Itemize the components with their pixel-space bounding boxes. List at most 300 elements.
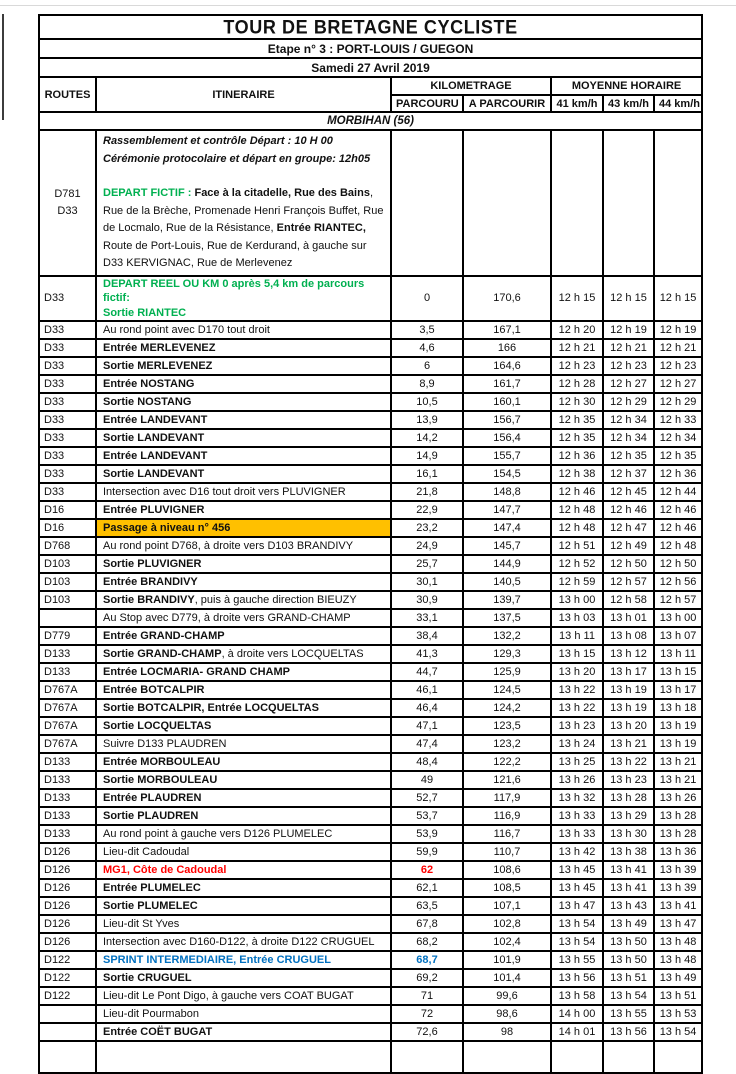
time-41-cell: 12 h 28 [551,375,603,393]
time-43-cell: 13 h 41 [603,879,654,897]
itinerary-table-row [39,501,702,519]
time-41-cell: 13 h 58 [551,987,603,1005]
itinerary-cell: Sortie MORBOULEAU [96,771,391,789]
km-restant-cell: 144,9 [463,555,551,573]
time-41-cell: 13 h 33 [551,807,603,825]
km-parcouru-cell: 47,4 [391,735,463,753]
route-cell: D122 [39,969,96,987]
itinerary-table-row [39,339,702,357]
route-cell: D103 [39,591,96,609]
time-44-cell: 13 h 48 [654,951,702,969]
route-cell: D33 [39,276,96,322]
km-parcouru-cell: 13,9 [391,411,463,429]
itinerary-cell: Lieu-dit Pourmabon [96,1005,391,1023]
time-41-cell: 12 h 46 [551,483,603,501]
km-restant-cell: 139,7 [463,591,551,609]
km-restant-cell: 156,7 [463,411,551,429]
route-cell: D33 [39,393,96,411]
km-restant-cell: 155,7 [463,447,551,465]
depart-fictif-bold-text: Entrée RIANTEC, [276,222,366,234]
time-41-cell: 12 h 35 [551,429,603,447]
time-43-cell: 13 h 51 [603,969,654,987]
itinerary-cell: Au Stop avec D779, à droite vers GRAND-CHAMP [96,609,391,627]
time-44-cell: 13 h 21 [654,771,702,789]
itinerary-cell: Lieu-dit Cadoudal [96,843,391,861]
km-restant-cell: 147,4 [463,519,551,537]
itinerary-table-row [39,375,702,393]
route-cell: D16 [39,501,96,519]
itinerary-table-row [39,915,702,933]
itinerary-cell [96,1041,391,1073]
km-restant-cell: 108,5 [463,879,551,897]
time-41-cell: 12 h 20 [551,321,603,339]
column-header-routes: ROUTES [39,77,96,112]
km-parcouru-cell: 30,1 [391,573,463,591]
km-parcouru-cell: 23,2 [391,519,463,537]
itinerary-table-row [39,807,702,825]
time-43-cell: 12 h 46 [603,501,654,519]
route-cell: D133 [39,663,96,681]
time-44-cell: 13 h 28 [654,825,702,843]
time-44-cell: 12 h 34 [654,429,702,447]
route-cell: D103 [39,573,96,591]
time-41-cell: 12 h 30 [551,393,603,411]
itinerary-cell: Entrée PLUVIGNER [96,501,391,519]
km-restant-cell: 137,5 [463,609,551,627]
itinerary-table-row [39,357,702,375]
depart-fictif-row [39,130,702,276]
itinerary-cell: Sortie PLUVIGNER [96,555,391,573]
km-parcouru-cell: 24,9 [391,537,463,555]
depart-fictif-text: , Rue de la Brèche, Promenade Henri François Buffet, Rue de Locmalo, Rue de la Résistance, [103,187,384,234]
column-header-parcouru: PARCOURU [391,95,463,112]
time-43-cell: 12 h 23 [603,357,654,375]
depart-fictif-bold-text: Face à la citadelle, Rue des Bains [194,187,370,199]
km-restant-cell [463,130,551,276]
depart-fictif-paragraph [103,185,384,273]
itinerary-table-row [39,933,702,951]
route-cell: D126 [39,879,96,897]
route-cell: D33 [39,411,96,429]
km-parcouru-cell: 25,7 [391,555,463,573]
time-41-cell: 12 h 51 [551,537,603,555]
spacer [103,168,384,185]
itinerary-cell: Sortie BRANDIVY, puis à gauche direction BIEUZY [96,591,391,609]
route-label: D33 [57,204,78,217]
time-43-cell [603,1041,654,1073]
itinerary-table-row [39,591,702,609]
time-44-cell: 13 h 54 [654,1023,702,1041]
time-44-cell: 12 h 36 [654,465,702,483]
itinerary-table-row [39,825,702,843]
itinerary-cell: Entrée LOCMARIA- GRAND CHAMP [96,663,391,681]
km-parcouru-cell: 71 [391,987,463,1005]
time-41-cell: 12 h 15 [551,276,603,322]
km-restant-cell: 145,7 [463,537,551,555]
itinerary-cell: Entrée BRANDIVY [96,573,391,591]
time-44-cell: 12 h 46 [654,519,702,537]
km-parcouru-cell: 68,2 [391,933,463,951]
time-44-cell: 13 h 48 [654,933,702,951]
time-44-cell: 13 h 17 [654,681,702,699]
itinerary-table-row [39,393,702,411]
time-41-cell: 13 h 00 [551,591,603,609]
time-44-cell: 13 h 11 [654,645,702,663]
itinerary-table-row [39,663,702,681]
time-44-cell: 13 h 47 [654,915,702,933]
time-44-cell [654,130,702,276]
itinerary-cell [96,130,391,276]
time-44-cell: 13 h 21 [654,753,702,771]
time-41-cell: 13 h 33 [551,825,603,843]
km-parcouru-cell [391,1041,463,1073]
km-restant-cell: 123,2 [463,735,551,753]
itinerary-table-row [39,987,702,1005]
itinerary-table-row [39,555,702,573]
time-44-cell: 13 h 28 [654,807,702,825]
time-44-cell: 12 h 50 [654,555,702,573]
km-parcouru-cell: 68,7 [391,951,463,969]
itinerary-cell: Entrée PLUMELEC [96,879,391,897]
itinerary-cell: Entrée BOTCALPIR [96,681,391,699]
route-cell [39,130,96,276]
time-43-cell: 12 h 37 [603,465,654,483]
time-44-cell: 13 h 18 [654,699,702,717]
time-41-cell [551,130,603,276]
km-parcouru-cell: 41,3 [391,645,463,663]
itinerary-table-row [39,969,702,987]
time-43-cell: 12 h 57 [603,573,654,591]
time-43-cell: 13 h 50 [603,951,654,969]
km-restant-cell: 107,1 [463,897,551,915]
time-44-cell: 13 h 39 [654,879,702,897]
table-row [39,15,702,39]
time-41-cell: 13 h 56 [551,969,603,987]
time-43-cell: 13 h 56 [603,1023,654,1041]
protocol-line: Rassemblement et contrôle Départ : 10 H 00 [103,135,333,147]
itinerary-table-row [39,411,702,429]
itinerary-cell: Sortie NOSTANG [96,393,391,411]
itinerary-table-row [39,519,702,537]
km-restant-cell: 124,5 [463,681,551,699]
itinerary-cell: Entrée PLAUDREN [96,789,391,807]
itinerary-table-row [39,321,702,339]
table-header-row [39,77,702,95]
itinerary-cell: Suivre D133 PLAUDREN [96,735,391,753]
route-cell: D126 [39,897,96,915]
itinerary-cell: Sortie LANDEVANT [96,465,391,483]
route-cell: D33 [39,321,96,339]
km-parcouru-cell: 67,8 [391,915,463,933]
itinerary-table-row [39,771,702,789]
column-header-moyenne-horaire: MOYENNE HORAIRE [551,77,702,95]
time-44-cell: 13 h 41 [654,897,702,915]
time-43-cell: 12 h 47 [603,519,654,537]
km-restant-cell: 170,6 [463,276,551,322]
time-41-cell: 12 h 36 [551,447,603,465]
km-parcouru-cell: 53,7 [391,807,463,825]
itinerary-table-row [39,447,702,465]
stage-date: Samedi 27 Avril 2019 [39,58,702,77]
time-41-cell: 13 h 32 [551,789,603,807]
time-43-cell: 13 h 19 [603,699,654,717]
km-restant-cell: 101,9 [463,951,551,969]
itinerary-cell: Sortie PLAUDREN [96,807,391,825]
itinerary-cell: Sortie LOCQUELTAS [96,717,391,735]
time-43-cell: 12 h 15 [603,276,654,322]
route-cell: D133 [39,645,96,663]
time-43-cell: 13 h 38 [603,843,654,861]
page-top-divider [0,5,736,6]
route-cell: D133 [39,753,96,771]
itinerary-cell: MG1, Côte de Cadoudal [96,861,391,879]
itinerary-cell: Au rond point D768, à droite vers D103 BRANDIVY [96,537,391,555]
time-44-cell: 12 h 19 [654,321,702,339]
time-41-cell: 12 h 59 [551,573,603,591]
time-44-cell: 12 h 27 [654,375,702,393]
time-43-cell: 12 h 35 [603,447,654,465]
itinerary-table-row [39,429,702,447]
route-cell: D133 [39,825,96,843]
itinerary-table-row [39,789,702,807]
route-cell: D122 [39,951,96,969]
time-43-cell: 13 h 22 [603,753,654,771]
itinerary-table-row [39,645,702,663]
protocol-line: Cérémonie protocolaire et départ en groupe: 12h05 [103,152,371,165]
time-41-cell: 13 h 55 [551,951,603,969]
km-restant-cell: 110,7 [463,843,551,861]
itinerary-cell: Lieu-dit St Yves [96,915,391,933]
time-41-cell: 12 h 38 [551,465,603,483]
itinerary-cell: Sortie PLUMELEC [96,897,391,915]
time-43-cell: 13 h 28 [603,789,654,807]
time-44-cell: 13 h 15 [654,663,702,681]
km-parcouru-cell: 6 [391,357,463,375]
km-restant-cell: 129,3 [463,645,551,663]
itinerary-table-row [39,879,702,897]
km-restant-cell: 160,1 [463,393,551,411]
time-41-cell: 13 h 45 [551,879,603,897]
time-43-cell: 12 h 34 [603,429,654,447]
km-parcouru-cell: 63,5 [391,897,463,915]
km-parcouru-cell: 14,9 [391,447,463,465]
itinerary-cell: Entrée COËT BUGAT [96,1023,391,1041]
time-43-cell: 13 h 17 [603,663,654,681]
time-43-cell: 12 h 45 [603,483,654,501]
time-44-cell: 12 h 21 [654,339,702,357]
itinerary-cell: Entrée NOSTANG [96,375,391,393]
time-44-cell [654,1041,702,1073]
time-43-cell: 12 h 27 [603,375,654,393]
time-44-cell: 13 h 07 [654,627,702,645]
km-parcouru-cell: 38,4 [391,627,463,645]
table-row [39,39,702,58]
itinerary-cell: Passage à niveau n° 456 [96,519,391,537]
km-parcouru-cell [391,130,463,276]
time-43-cell: 12 h 50 [603,555,654,573]
table-row [39,58,702,77]
km-parcouru-cell: 62,1 [391,879,463,897]
km-parcouru-cell: 21,8 [391,483,463,501]
time-43-cell: 13 h 49 [603,915,654,933]
table-row [39,112,702,130]
itinerary-cell: Entrée LANDEVANT [96,447,391,465]
km-restant-cell: 154,5 [463,465,551,483]
itinerary-cell: Entrée LANDEVANT [96,411,391,429]
itinerary-cell: Sortie GRAND-CHAMP, à droite vers LOCQUELTAS [96,645,391,663]
route-cell: D33 [39,429,96,447]
time-44-cell: 12 h 33 [654,411,702,429]
itinerary-table-row [39,897,702,915]
time-44-cell: 12 h 48 [654,537,702,555]
time-44-cell: 12 h 57 [654,591,702,609]
column-header-a-parcourir: A PARCOURIR [463,95,551,112]
time-44-cell: 13 h 39 [654,861,702,879]
time-44-cell: 12 h 29 [654,393,702,411]
time-44-cell: 13 h 19 [654,717,702,735]
km-restant-cell: 98 [463,1023,551,1041]
km-parcouru-cell: 16,1 [391,465,463,483]
route-cell: D33 [39,357,96,375]
time-43-cell: 13 h 12 [603,645,654,663]
roadbook-table [38,14,703,1074]
km-parcouru-cell: 62 [391,861,463,879]
race-title: TOUR DE BRETAGNE CYCLISTE [39,14,702,39]
time-41-cell: 12 h 21 [551,339,603,357]
itinerary-table-row [39,465,702,483]
time-41-cell: 12 h 48 [551,519,603,537]
km-parcouru-cell: 53,9 [391,825,463,843]
km-parcouru-cell: 59,9 [391,843,463,861]
time-41-cell: 13 h 15 [551,645,603,663]
time-41-cell: 13 h 23 [551,717,603,735]
time-41-cell: 14 h 00 [551,1005,603,1023]
itinerary-cell: Sortie BOTCALPIR, Entrée LOCQUELTAS [96,699,391,717]
time-44-cell: 13 h 53 [654,1005,702,1023]
km-restant-cell: 123,5 [463,717,551,735]
km-parcouru-cell: 46,4 [391,699,463,717]
route-cell: D33 [39,339,96,357]
time-43-cell: 13 h 01 [603,609,654,627]
time-41-cell: 12 h 48 [551,501,603,519]
km-parcouru-cell: 22,9 [391,501,463,519]
route-cell: D767A [39,681,96,699]
route-cell: D126 [39,915,96,933]
time-43-cell: 13 h 43 [603,897,654,915]
column-header-43kmh: 43 km/h [603,95,654,112]
route-cell: D133 [39,771,96,789]
time-43-cell: 13 h 55 [603,1005,654,1023]
itinerary-table-row [39,699,702,717]
km-restant-cell: 124,2 [463,699,551,717]
column-header-kilometrage: KILOMETRAGE [391,77,551,95]
time-41-cell: 13 h 45 [551,861,603,879]
column-header-itineraire: ITINERAIRE [96,77,391,112]
km-parcouru-cell: 30,9 [391,591,463,609]
time-41-cell: 13 h 47 [551,897,603,915]
km-restant-cell: 164,6 [463,357,551,375]
time-41-cell: 12 h 35 [551,411,603,429]
route-cell: D767A [39,735,96,753]
itinerary-cell: Sortie CRUGUEL [96,969,391,987]
itinerary-table-row [39,1005,702,1023]
route-cell [39,1005,96,1023]
time-41-cell: 13 h 20 [551,663,603,681]
route-cell [39,1041,96,1073]
time-43-cell: 12 h 21 [603,339,654,357]
itinerary-table-row [39,483,702,501]
time-44-cell: 12 h 56 [654,573,702,591]
itinerary-cell: Sortie LANDEVANT [96,429,391,447]
itinerary-table-row [39,627,702,645]
route-cell: D126 [39,861,96,879]
route-cell: D33 [39,375,96,393]
km-restant-cell: 117,9 [463,789,551,807]
km-parcouru-cell: 72 [391,1005,463,1023]
time-43-cell: 13 h 50 [603,933,654,951]
km-parcouru-cell: 52,7 [391,789,463,807]
time-43-cell: 13 h 23 [603,771,654,789]
scan-artifact-line [2,14,4,120]
km-parcouru-cell: 8,9 [391,375,463,393]
time-44-cell: 13 h 51 [654,987,702,1005]
itinerary-cell: Sortie MERLEVENEZ [96,357,391,375]
itinerary-cell: Entrée MORBOULEAU [96,753,391,771]
km-parcouru-cell: 44,7 [391,663,463,681]
route-cell: D126 [39,933,96,951]
itinerary-cell: SPRINT INTERMEDIAIRE, Entrée CRUGUEL [96,951,391,969]
km-restant-cell [463,1041,551,1073]
km-restant-cell: 156,4 [463,429,551,447]
time-44-cell: 13 h 00 [654,609,702,627]
km-restant-cell: 140,5 [463,573,551,591]
time-44-cell: 13 h 19 [654,735,702,753]
section-label-morbihan: MORBIHAN (56) [39,112,702,130]
time-43-cell: 13 h 30 [603,825,654,843]
time-41-cell: 13 h 42 [551,843,603,861]
route-cell: D33 [39,465,96,483]
km-parcouru-cell: 4,6 [391,339,463,357]
route-cell: D768 [39,537,96,555]
depart-fictif-label: DEPART FICTIF : [103,187,195,199]
time-43-cell: 13 h 21 [603,735,654,753]
itinerary-cell: Au rond point avec D170 tout droit [96,321,391,339]
time-43-cell: 12 h 34 [603,411,654,429]
column-header-44kmh: 44 km/h [654,95,702,112]
time-41-cell: 13 h 54 [551,915,603,933]
km-restant-cell: 108,6 [463,861,551,879]
km-restant-cell: 125,9 [463,663,551,681]
km-parcouru-cell: 46,1 [391,681,463,699]
itinerary-table-row [39,537,702,555]
km-parcouru-cell: 14,2 [391,429,463,447]
time-44-cell: 12 h 35 [654,447,702,465]
time-44-cell: 12 h 23 [654,357,702,375]
km-parcouru-cell: 10,5 [391,393,463,411]
itinerary-table-row [39,573,702,591]
itinerary-table-row [39,735,702,753]
depart-fictif-text: Route de Port-Louis, Rue de Kerdurand, à gauche sur D33 KERVIGNAC, Rue de Merlevenez [103,239,367,269]
time-43-cell: 12 h 19 [603,321,654,339]
km-restant-cell: 102,4 [463,933,551,951]
km-restant-cell: 102,8 [463,915,551,933]
route-cell: D133 [39,807,96,825]
time-43-cell: 13 h 29 [603,807,654,825]
itinerary-cell: Intersection avec D160-D122, à droite D122 CRUGUEL [96,933,391,951]
time-44-cell: 13 h 36 [654,843,702,861]
itinerary-table-row [39,681,702,699]
km-parcouru-cell: 33,1 [391,609,463,627]
